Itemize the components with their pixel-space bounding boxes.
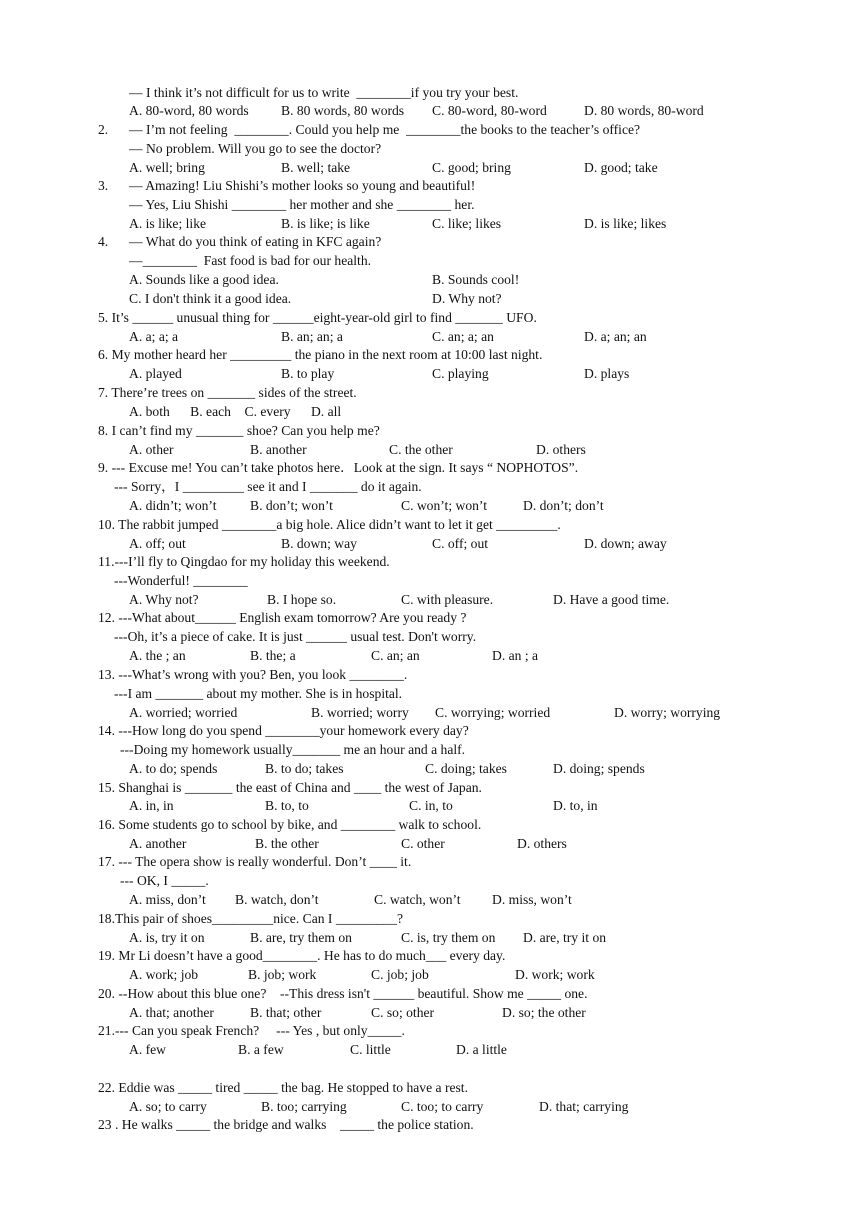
q17-option-b: B. watch, don’t: [235, 892, 319, 907]
q18-option-d: D. are, try it on: [523, 930, 607, 945]
q13-option-a: A. worried; worried: [129, 705, 238, 720]
q10-option-b: B. down; way: [281, 536, 357, 551]
q16-option-a: A. another: [129, 836, 187, 851]
question-9-reply: --- Sorry，I _________ see it and I _______ do it again.: [114, 479, 422, 494]
q21-option-a: A. few: [129, 1042, 166, 1057]
q16-option-c: C. other: [401, 836, 445, 851]
q12-option-b: B. the; a: [250, 648, 296, 663]
q7-options: A. both B. each C. every D. all: [129, 404, 342, 419]
question-3-number: 3.: [98, 178, 109, 193]
question-16-text: 16. Some students go to school by bike, and ________ walk to school.: [98, 817, 482, 832]
question-23-text: 23 . He walks _____ the bridge and walks _____ the police station.: [98, 1117, 474, 1132]
q13-option-b: B. worried; worry: [311, 705, 409, 720]
question-12-text: 12. ---What about______ English exam tomorrow? Are you ready ?: [98, 610, 467, 625]
question-2-reply: — No problem. Will you go to see the doctor?: [129, 141, 382, 156]
q8-option-d: D. others: [536, 442, 586, 457]
q9-option-d: D. don’t; don’t: [523, 498, 604, 513]
question-14-text: 14. ---How long do you spend ________your homework every day?: [98, 723, 469, 738]
q8-option-a: A. other: [129, 442, 174, 457]
q3-option-b: B. is like; is like: [281, 216, 370, 231]
q19-option-c: C. job; job: [371, 967, 429, 982]
q12-option-c: C. an; an: [371, 648, 420, 663]
q19-option-b: B. job; work: [248, 967, 317, 982]
q21-option-d: D. a little: [456, 1042, 507, 1057]
question-17-reply: --- OK, I _____.: [120, 873, 209, 888]
q17-option-d: D. miss, won’t: [492, 892, 572, 907]
question-11-reply: ---Wonderful! ________: [114, 573, 248, 588]
q11-option-a: A. Why not?: [129, 592, 199, 607]
q9-option-b: B. don’t; won’t: [250, 498, 333, 513]
q18-option-c: C. is, try them on: [401, 930, 496, 945]
q2-option-d: D. good; take: [584, 160, 658, 175]
q3-option-a: A. is like; like: [129, 216, 207, 231]
q21-option-b: B. a few: [238, 1042, 284, 1057]
q22-option-c: C. too; to carry: [401, 1099, 484, 1114]
q14-option-a: A. to do; spends: [129, 761, 218, 776]
q6-option-a: A. played: [129, 366, 182, 381]
q10-option-d: D. down; away: [584, 536, 667, 551]
question-19-text: 19. Mr Li doesn’t have a good________. He has to do much___ every day.: [98, 948, 506, 963]
q5-option-a: A. a; a; a: [129, 329, 179, 344]
q16-option-d: D. others: [517, 836, 567, 851]
q1-option-d: D. 80 words, 80-word: [584, 103, 704, 118]
q2-option-a: A. well; bring: [129, 160, 205, 175]
question-2-number: 2.: [98, 122, 109, 137]
q15-option-a: A. in, in: [129, 798, 174, 813]
question-14-reply: ---Doing my homework usually_______ me an hour and a half.: [120, 742, 466, 757]
q4-option-d: D. Why not?: [432, 291, 502, 306]
q20-option-c: C. so; other: [371, 1005, 435, 1020]
q11-option-c: C. with pleasure.: [401, 592, 494, 607]
q15-option-c: C. in, to: [409, 798, 453, 813]
q12-option-a: A. the ; an: [129, 648, 186, 663]
q11-option-d: D. Have a good time.: [553, 592, 670, 607]
question-13-reply: ---I am _______ about my mother. She is in hospital.: [114, 686, 403, 701]
q16-option-b: B. the other: [255, 836, 319, 851]
q4-option-c: C. I don't think it a good idea.: [129, 291, 292, 306]
q2-option-c: C. good; bring: [432, 160, 511, 175]
question-8-text: 8. I can’t find my _______ shoe? Can you help me?: [98, 423, 380, 438]
question-17-text: 17. --- The opera show is really wonderful. Don’t ____ it.: [98, 854, 412, 869]
q13-option-d: D. worry; worrying: [614, 705, 721, 720]
question-3-reply: — Yes, Liu Shishi ________ her mother and she ________ her.: [129, 197, 475, 212]
q20-option-b: B. that; other: [250, 1005, 322, 1020]
q10-option-c: C. off; out: [432, 536, 489, 551]
question-4-text: — What do you think of eating in KFC again?: [129, 234, 382, 249]
q18-option-b: B. are, try them on: [250, 930, 352, 945]
q3-option-d: D. is like; likes: [584, 216, 667, 231]
question-18-text: 18.This pair of shoes_________nice. Can I _________?: [98, 911, 404, 926]
q1-option-b: B. 80 words, 80 words: [281, 103, 405, 118]
q13-option-c: C. worrying; worried: [435, 705, 551, 720]
q6-option-d: D. plays: [584, 366, 630, 381]
q20-option-d: D. so; the other: [502, 1005, 586, 1020]
q10-option-a: A. off; out: [129, 536, 186, 551]
question-4-number: 4.: [98, 234, 109, 249]
q20-option-a: A. that; another: [129, 1005, 214, 1020]
q22-option-d: D. that; carrying: [539, 1099, 629, 1114]
q19-option-d: D. work; work: [515, 967, 595, 982]
question-13-text: 13. ---What’s wrong with you? Ben, you look ________.: [98, 667, 408, 682]
question-22-text: 22. Eddie was _____ tired _____ the bag. He stopped to have a rest.: [98, 1080, 468, 1095]
question-1-text: — I think it’s not difficult for us to write ________if you try your best.: [129, 85, 519, 100]
question-5-text: 5. It’s ______ unusual thing for ______eight-year-old girl to find _______ UFO.: [98, 310, 537, 325]
q9-option-a: A. didn’t; won’t: [129, 498, 217, 513]
question-6-text: 6. My mother heard her _________ the piano in the next room at 10:00 last night.: [98, 347, 543, 362]
q8-option-c: C. the other: [389, 442, 453, 457]
q15-option-b: B. to, to: [265, 798, 309, 813]
q19-option-a: A. work; job: [129, 967, 199, 982]
q14-option-d: D. doing; spends: [553, 761, 645, 776]
question-21-text: 21.--- Can you speak French? --- Yes , but only_____.: [98, 1023, 405, 1038]
q8-option-b: B. another: [250, 442, 307, 457]
q22-option-b: B. too; carrying: [261, 1099, 347, 1114]
q22-option-a: A. so; to carry: [129, 1099, 207, 1114]
q3-option-c: C. like; likes: [432, 216, 502, 231]
q17-option-a: A. miss, don’t: [129, 892, 206, 907]
q6-option-c: C. playing: [432, 366, 489, 381]
question-4-reply: —________ Fast food is bad for our health.: [129, 253, 372, 268]
q17-option-c: C. watch, won’t: [374, 892, 461, 907]
question-9-text: 9. --- Excuse me! You can’t take photos here．Look at the sign. It says “ NOPHOTOS”.: [98, 460, 579, 475]
question-7-text: 7. There’re trees on _______ sides of the street.: [98, 385, 357, 400]
q2-option-b: B. well; take: [281, 160, 351, 175]
question-3-text: — Amazing! Liu Shishi’s mother looks so young and beautiful!: [129, 178, 476, 193]
q4-option-a: A. Sounds like a good idea.: [129, 272, 279, 287]
question-2-text: — I’m not feeling ________. Could you help me ________the books to the teacher’s office?: [129, 122, 641, 137]
q12-option-d: D. an ; a: [492, 648, 539, 663]
q14-option-c: C. doing; takes: [425, 761, 507, 776]
question-11-text: 11.---I’ll fly to Qingdao for my holiday this weekend.: [98, 554, 390, 569]
q21-option-c: C. little: [350, 1042, 391, 1057]
q4-option-b: B. Sounds cool!: [432, 272, 520, 287]
q6-option-b: B. to play: [281, 366, 335, 381]
question-12-reply: ---Oh, it’s a piece of cake. It is just ______ usual test. Don't worry.: [114, 629, 477, 644]
q18-option-a: A. is, try it on: [129, 930, 205, 945]
q5-option-c: C. an; a; an: [432, 329, 494, 344]
q1-option-c: C. 80-word, 80-word: [432, 103, 547, 118]
q11-option-b: B. I hope so.: [267, 592, 337, 607]
question-10-text: 10. The rabbit jumped ________a big hole. Alice didn’t want to let it get _________.: [98, 517, 561, 532]
q1-option-a: A. 80-word, 80 words: [129, 103, 249, 118]
q15-option-d: D. to, in: [553, 798, 598, 813]
q9-option-c: C. won’t; won’t: [401, 498, 487, 513]
question-15-text: 15. Shanghai is _______ the east of China and ____ the west of Japan.: [98, 780, 482, 795]
q5-option-b: B. an; an; a: [281, 329, 343, 344]
q5-option-d: D. a; an; an: [584, 329, 647, 344]
q14-option-b: B. to do; takes: [265, 761, 344, 776]
question-20-text: 20. --How about this blue one? --This dress isn't ______ beautiful. Show me _____ one.: [98, 986, 588, 1001]
